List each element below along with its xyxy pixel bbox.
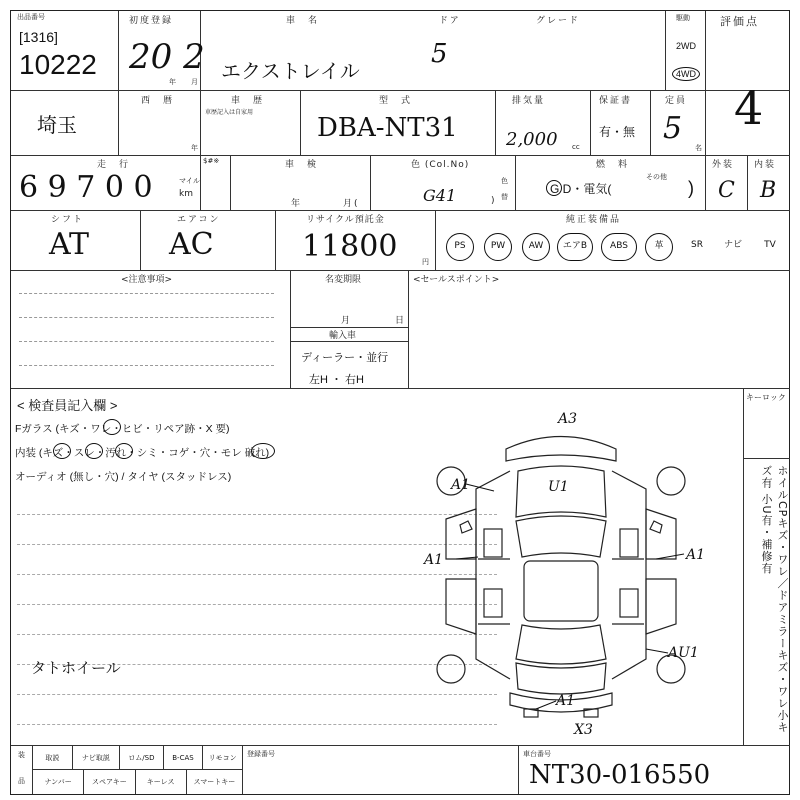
name-change-label: 名変期限	[325, 275, 362, 285]
equipment-leather: 革	[645, 233, 673, 261]
color-change-bottom: 替	[501, 193, 508, 201]
items-label-top: 装	[18, 751, 25, 759]
equipment-navi: ナビ	[723, 240, 742, 250]
caution-cell	[11, 271, 291, 389]
sales-point-label: <セールスポイント>	[413, 275, 500, 285]
inspection-year-unit: 年	[291, 199, 303, 209]
lot-code: [1316]	[19, 29, 58, 45]
displacement-label: 排気量	[512, 96, 546, 106]
displacement-value: 2,000	[506, 129, 558, 150]
keylock-label: キーロック	[746, 393, 786, 402]
grade-label: グレード	[536, 16, 581, 26]
fuel-label: 燃 料	[596, 160, 630, 170]
registration-number-label: 登録番号	[247, 750, 275, 758]
registration-number-cell	[243, 746, 519, 794]
item-bcas: B-CAS	[164, 746, 204, 769]
equipment-pw: PW	[484, 233, 512, 261]
drive-2wd: 2WD	[676, 41, 696, 51]
car-name-cell	[201, 11, 666, 91]
mileage-unit-km: km	[179, 189, 193, 199]
mileage-unit-mile: マイル	[179, 177, 200, 185]
equipment-label: 純正装備品	[566, 215, 622, 225]
item-spare-key: スペアキー	[84, 770, 135, 794]
year-unit: 年	[169, 78, 176, 86]
item-keyless: キーレス	[136, 770, 187, 794]
name-change-cell	[291, 271, 409, 389]
shift-label: シフト	[51, 215, 85, 225]
exterior-cell	[706, 156, 748, 211]
history-cell	[201, 91, 301, 156]
fuel-close: )	[688, 178, 694, 198]
capacity-label: 定員	[665, 96, 688, 106]
wheel-mirror-note: ホイルCPキズ・ワレ／ドアミラーキズ・ワレ小キズ有 小U有・補修有	[760, 465, 789, 734]
equipment-airbag: エアB	[557, 233, 593, 261]
exterior-label: 外装	[712, 160, 735, 170]
first-registration-cell	[119, 11, 205, 91]
door-label: ドア	[439, 16, 461, 26]
lot-number: 10222	[19, 49, 97, 80]
inspector-title: < 検査員記入欄 >	[17, 398, 118, 413]
sn-cell	[201, 156, 231, 211]
drive-label: 駆動	[676, 14, 690, 22]
calendar-label: 西 暦	[141, 96, 175, 106]
mark-right-door: A1	[686, 547, 706, 563]
interior-cell	[748, 156, 790, 211]
model-label: 型 式	[379, 96, 413, 106]
displacement-unit: cc	[572, 143, 580, 151]
recycle-unit: 円	[422, 258, 429, 266]
item-navi-manual: ナビ取説	[73, 746, 120, 769]
exterior-value: C	[718, 178, 735, 203]
item-remote: リモコン	[208, 754, 237, 762]
shift-cell	[11, 211, 141, 271]
items-row-2	[33, 770, 243, 794]
equipment-sunroof: SR	[691, 240, 703, 250]
item-rom-sd: ロム/SD	[120, 746, 164, 769]
sales-point-cell	[409, 271, 790, 389]
interior-value: B	[760, 178, 777, 203]
history-label: 車 歴	[231, 96, 265, 106]
footer	[11, 746, 790, 794]
recycle-cell	[276, 211, 436, 271]
first-registration-value: 20 2	[129, 37, 205, 77]
ac-cell	[141, 211, 276, 271]
right-panel	[744, 389, 790, 746]
equipment-aw: AW	[522, 233, 550, 261]
fuel-cell	[516, 156, 706, 211]
chassis-number-cell	[519, 746, 790, 794]
item-number-plate: ナンバー	[33, 770, 84, 794]
mark-left-fender: A1	[451, 477, 471, 493]
score-cell	[706, 81, 790, 156]
mark-left-door: A1	[424, 552, 444, 568]
color-change-top: 色	[501, 177, 508, 185]
import-label: 輸入車	[329, 331, 357, 341]
name-change-month: 月	[341, 316, 353, 326]
region-cell	[11, 91, 119, 156]
venue-code-label: 出品番号	[17, 13, 45, 21]
calendar-year-unit: 年	[191, 144, 198, 152]
mileage-cell	[11, 156, 201, 211]
shift-value: AT	[49, 227, 90, 262]
first-registration-label: 初度登録	[129, 16, 174, 26]
inspector-glass-line: Fガラス (キズ・ワレ・ヒビ・リペア跡・X 要)	[15, 423, 230, 435]
recycle-value: 11800	[302, 229, 398, 264]
items-label-bottom: 品	[18, 777, 25, 785]
color-cell: 色 (Col.No) G41 ) 色 替	[371, 156, 516, 211]
steering-side: 左H ・ 右H	[309, 374, 364, 386]
region-value: 埼玉	[37, 115, 77, 137]
inspector-handwritten-note: タトホイール	[31, 659, 121, 677]
import-type: ディーラー・並行	[301, 352, 389, 364]
model-value: DBA-NT31	[317, 113, 458, 143]
mark-right-rear: AU1	[668, 645, 699, 661]
drive-cell	[666, 11, 706, 91]
fuel-options: G D・電気(	[550, 182, 612, 196]
inspection-cell	[231, 156, 371, 211]
warranty-cell	[591, 91, 651, 156]
capacity-cell	[651, 91, 706, 156]
recycle-label: リサイクル預託金	[306, 215, 385, 225]
mark-rear-bumper: X3	[574, 722, 593, 734]
fuel-other-label: その他	[646, 173, 667, 181]
interior-label: 内装	[754, 160, 777, 170]
month-unit: 月	[191, 78, 198, 86]
ac-value: AC	[169, 227, 214, 262]
ac-label: エアコン	[177, 215, 221, 225]
door-value: 5	[431, 39, 448, 69]
calendar-cell	[119, 91, 201, 156]
mileage-value: 6 9 7 0 0	[19, 170, 153, 205]
sn-label: $#※	[203, 157, 220, 165]
mark-rear: A1	[556, 693, 576, 709]
inspection-label: 車 検	[285, 160, 319, 170]
color-label: 色 (Col.No)	[411, 160, 470, 170]
inspector-audio-line: オーディオ (無し・穴) / タイヤ (スタッドレス)	[15, 471, 232, 483]
auction-inspection-sheet	[10, 10, 790, 795]
caution-label: <注意事項>	[121, 275, 173, 285]
model-cell	[301, 91, 496, 156]
name-change-day: 日	[395, 316, 407, 326]
score-value: 4	[734, 81, 764, 135]
displacement-cell	[496, 91, 591, 156]
mileage-label: 走 行	[97, 160, 131, 170]
item-smart-key: スマートキー	[193, 778, 236, 786]
car-damage-diagram	[406, 409, 716, 734]
history-note: 車歴記入は自家用	[205, 109, 254, 116]
score-header-cell	[706, 11, 790, 91]
items-row-1	[33, 746, 243, 770]
score-label: 評価点	[720, 15, 759, 28]
color-code: G41	[423, 186, 457, 205]
drive-4wd-circled: 4WD	[672, 67, 700, 81]
equipment-tv: TV	[764, 240, 776, 250]
item-manual: 取説	[33, 746, 73, 769]
lot-number-cell	[11, 11, 119, 91]
mark-front-bumper: A3	[558, 411, 578, 427]
capacity-value: 5	[663, 111, 683, 146]
equipment-abs: ABS	[601, 233, 637, 261]
capacity-unit: 名	[695, 144, 702, 152]
inspector-interior-line: 内装 (キズ・スレ・汚れ・シミ・コゲ・穴・モレ 破れ)	[15, 447, 270, 459]
chassis-number-value: NT30-016550	[529, 760, 711, 790]
equipment-ps: PS	[446, 233, 474, 261]
warranty-label: 保証書	[599, 96, 633, 106]
inspection-month-unit: 月(	[343, 199, 360, 209]
warranty-value: 有・無	[599, 125, 636, 139]
car-name-value: エクストレイル	[221, 59, 360, 83]
car-name-label: 車 名	[286, 16, 320, 26]
chassis-number-label: 車台番号	[523, 750, 551, 758]
inspector-area	[11, 389, 744, 746]
mark-hood: U1	[548, 479, 569, 495]
